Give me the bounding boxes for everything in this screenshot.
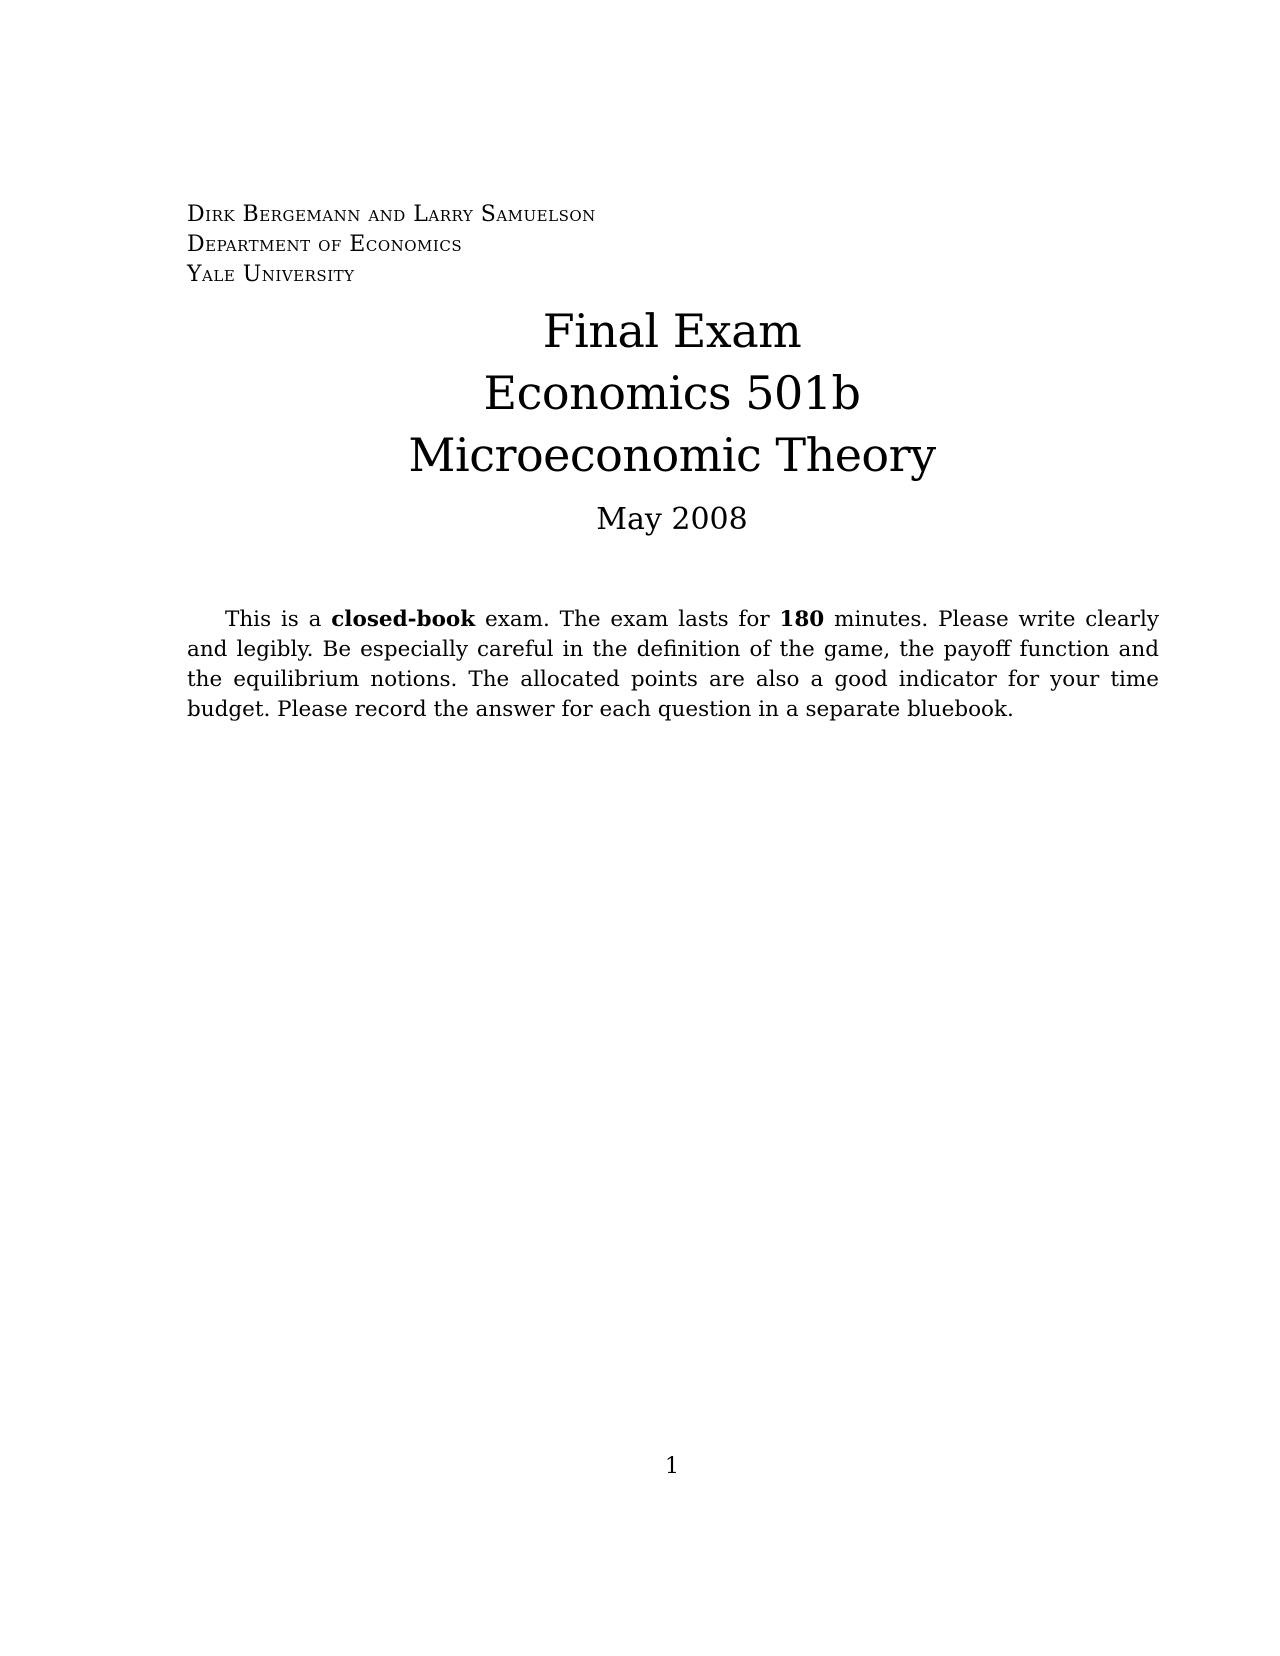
- duration-emphasis: 180: [779, 607, 825, 632]
- course-name: Microeconomic Theory: [408, 428, 936, 482]
- exam-title: Final Exam: [542, 304, 802, 358]
- course-number: Economics 501b: [483, 366, 861, 420]
- closed-book-emphasis: closed-book: [331, 607, 476, 632]
- university-line: Yale University: [187, 262, 355, 287]
- department-line: Department of Economics: [187, 232, 463, 257]
- authors-line: Dirk Bergemann and Larry Samuelson: [187, 202, 596, 227]
- instructions-text-1: This is a: [225, 607, 332, 632]
- instructions-text-3: minutes. Please write clearly and legibly. Be especially careful in the definition of the game, the payoff function and the equilibrium notions. The allocated points are also a good indicator for your time budget. Please record the answer for each question in a separate bluebook.: [187, 607, 1159, 722]
- page-number: 1: [665, 1454, 679, 1479]
- author-header: [187, 200, 887, 290]
- instructions-text-2: exam. The exam lasts for: [475, 607, 780, 632]
- exam-instructions: [187, 605, 1159, 725]
- exam-date: May 2008: [596, 502, 748, 537]
- exam-title-block: [0, 300, 1280, 540]
